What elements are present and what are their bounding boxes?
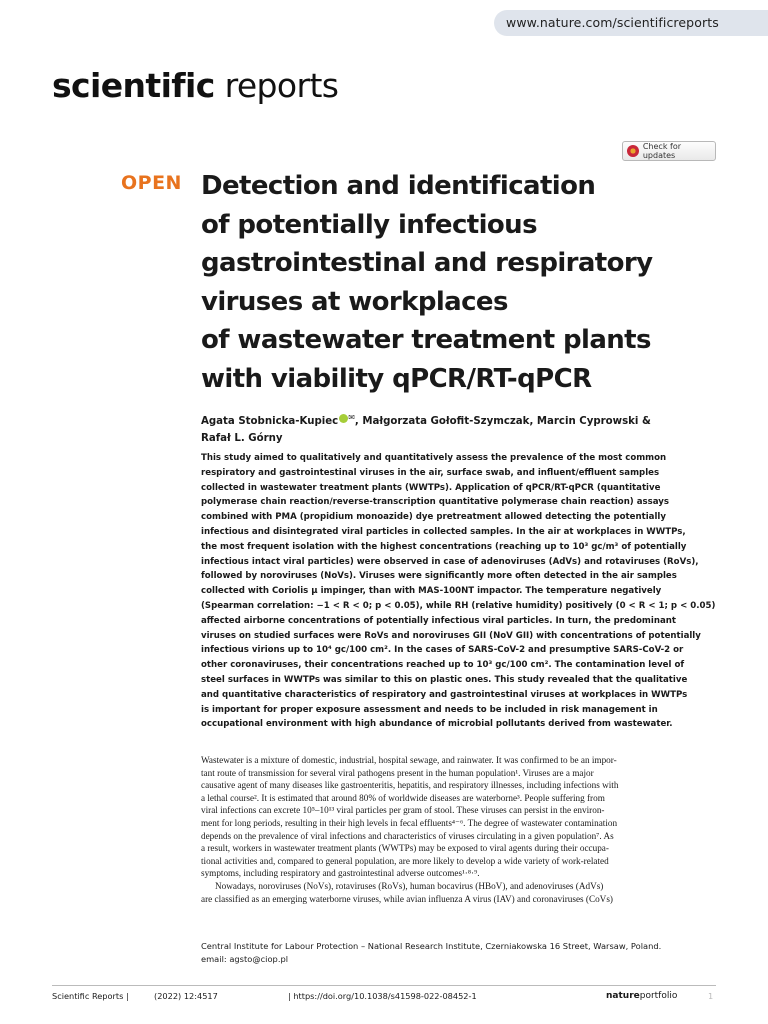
body-line: viral infections can excrete 10⁵–10¹³ viral particles per gram of stool. These viruses can persist in the environ- <box>201 805 605 816</box>
nature-portfolio-logo <box>606 991 677 1001</box>
author-list <box>201 410 711 447</box>
abstract-line: respiratory and gastrointestinal viruses in the air, surface swab, and influent/effluent samples <box>201 467 660 478</box>
affiliation-institute: Central Institute for Labour Protection – National Research Institute, Czerniakowska 16 Street, Warsaw, Poland. <box>201 941 662 951</box>
author-first[interactable]: Agata Stobnicka-Kupiec <box>201 416 339 427</box>
body-line: a result, workers in wastewater treatment plants (WWTPs) may be exposed to viral agents during their occupa- <box>201 843 609 854</box>
abstract-line: infectious virions up to 10⁴ gc/100 cm². In the cases of SARS-CoV-2 and presumptive SARS-CoV-2 or <box>201 645 684 656</box>
journal-name-light: reports <box>214 66 339 105</box>
abstract-line: steel surfaces in WWTPs was similar to this on plastic ones. This study revealed that the qualitative <box>201 674 688 685</box>
title-line: of wastewater treatment plants <box>201 325 651 355</box>
journal-url[interactable]: www.nature.com/scientificreports <box>506 15 719 30</box>
open-access-label: OPEN <box>121 172 182 194</box>
affiliation-email[interactable]: email: agsto@ciop.pl <box>201 954 289 964</box>
title-line: of potentially infectious <box>201 209 537 240</box>
abstract-line: occupational environment with high abundance of microbial pollutants derived from wastewater. <box>201 719 673 730</box>
abstract <box>201 451 716 732</box>
body-line: causative agent of many diseases like gastroenteritis, hepatitis, and respiratory illnesses, including infections with <box>201 780 619 791</box>
abstract-line: (Spearman correlation: −1 < R < 0; p < 0.05), while RH (relative humidity) positively (0 < R < 1; p < 0.05) <box>201 600 716 611</box>
abstract-line: affected airborne concentrations of potentially infectious viral particles. In turn, the predominant <box>201 615 676 626</box>
abstract-line: This study aimed to qualitatively and quantitatively assess the prevalence of the most common <box>201 453 667 463</box>
body-line: a lethal course². It is estimated that around 80% of worldwide diseases are waterborne³. People suffering from <box>201 792 605 803</box>
abstract-line: polymerase chain reaction/reverse-transcription quantitative polymerase chain reaction) assays <box>201 497 670 508</box>
page-number: 1 <box>708 991 714 1001</box>
title-line: Detection and identification <box>201 171 596 201</box>
footer-citation: (2022) 12:4517 <box>154 991 218 1001</box>
article-title <box>201 167 711 398</box>
brand-light: portfolio <box>639 991 678 1001</box>
abstract-line: infectious intact viral particles) were observed in case of adenoviruses (AdVs) and rotaviruses (RoVs), <box>201 556 699 567</box>
abstract-line: infectious and disintegrated viral particles in collected samples. In the air at workplaces in WWTPs, <box>201 526 686 537</box>
abstract-line: collected with Coriolis μ impinger, than with MAS-100NT impactor. The temperature negatively <box>201 586 662 597</box>
footer-divider <box>52 985 716 986</box>
check-updates-label: Check for updates <box>642 142 681 160</box>
footer-journal: Scientific Reports | <box>52 991 129 1001</box>
introduction-text <box>201 754 716 905</box>
brand-bold: nature <box>606 991 640 1001</box>
author-last[interactable]: Rafał L. Górny <box>201 432 283 444</box>
abstract-line: the most frequent isolation with the highest concentrations (reaching up to 10³ gc/m³ of potentially <box>201 541 687 552</box>
abstract-line: other coronaviruses, their concentrations reached up to 10³ gc/100 cm². The contamination level of <box>201 660 685 671</box>
footer-doi-link[interactable]: | https://doi.org/10.1038/s41598-022-08452-1 <box>288 991 477 1001</box>
abstract-line: collected in wastewater treatment plants (WWTPs). Application of qPCR/RT-qPCR (quantitative <box>201 482 661 493</box>
abstract-line: and quantitative characteristics of respiratory and gastrointestinal viruses at workplaces in WWTPs <box>201 689 688 700</box>
body-line: tant route of transmission for several viral pathogens present in the human population¹. Viruses are a major <box>201 767 594 778</box>
body-line: symptoms, including respiratory and gastrointestinal adverse outcomes¹·⁸·⁹. <box>201 868 480 879</box>
author-others[interactable]: , Małgorzata Gołofit-Szymczak, Marcin Cyprowski & <box>354 416 651 427</box>
title-line: with viability qPCR/RT-qPCR <box>201 363 592 394</box>
title-line: viruses at workplaces <box>201 286 508 317</box>
abstract-line: is important for proper exposure assessment and needs to be included in risk management in <box>201 704 658 715</box>
orcid-icon[interactable] <box>339 414 348 423</box>
abstract-line: combined with PMA (propidium monoazide) dye pretreatment allowed detecting the potentially <box>201 512 666 523</box>
body-line: are classified as an emerging waterborne viruses, while avian influenza A virus (IAV) and coronaviruses (CoVs) <box>201 893 613 904</box>
envelope-icon[interactable]: ✉ <box>348 413 355 422</box>
body-line: ment for long periods, resulting in their high levels in fecal effluents⁴⁻⁶. The degree of wastewater contamination <box>201 817 618 828</box>
affiliation <box>201 940 716 966</box>
journal-name-bold: scientific <box>52 66 215 105</box>
journal-logo <box>52 64 338 108</box>
body-line: Nowadays, noroviruses (NoVs), rotaviruses (RoVs), human bocavirus (HBoV), and adenoviruses (AdVs) <box>215 880 604 891</box>
abstract-line: viruses on studied surfaces were RoVs and noroviruses GII (NoV GII) with concentrations of potentially <box>201 630 701 641</box>
title-line: gastrointestinal and respiratory <box>201 248 653 278</box>
body-line: tional activities and, compared to general population, are more likely to develop a wide variety of work-related <box>201 855 609 866</box>
abstract-line: followed by noroviruses (NoVs). Viruses were significantly more often detected in the air samples <box>201 571 677 582</box>
body-line: Wastewater is a mixture of domestic, industrial, hospital sewage, and rainwater. It was confirmed to be an impor- <box>201 755 617 765</box>
url-banner <box>494 10 768 36</box>
crossmark-icon <box>627 145 639 157</box>
body-line: depends on the prevalence of viral infections and characteristics of viruses circulating in a given population⁷. As <box>201 830 614 841</box>
check-for-updates-button[interactable] <box>622 141 716 161</box>
